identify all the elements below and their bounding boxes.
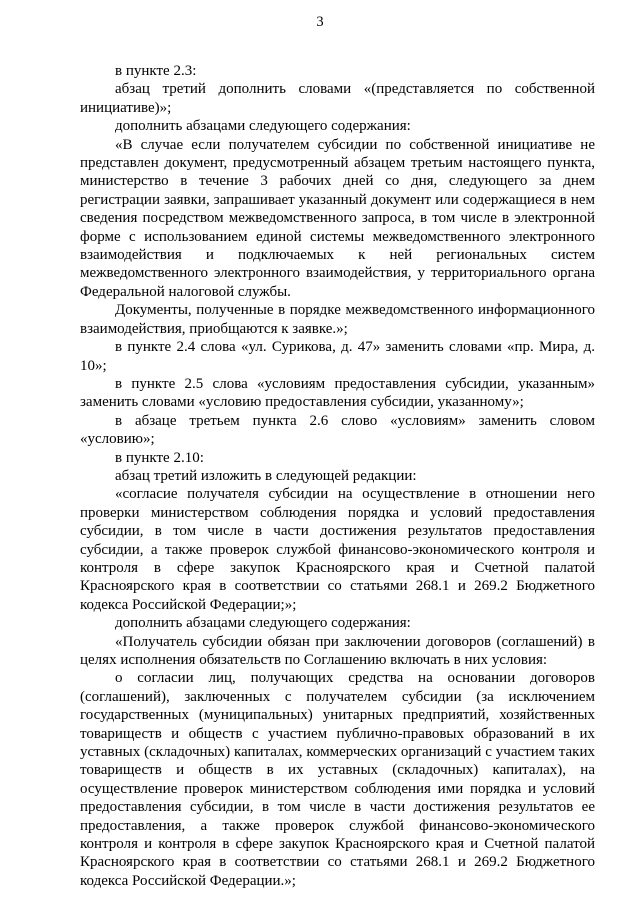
paragraph: в абзаце третьем пункта 2.6 слово «условиям» заменить словом «условию»; bbox=[80, 412, 595, 448]
paragraph: дополнить абзацами следующего содержания: bbox=[115, 615, 411, 632]
paragraph: о согласии лиц, получающих средства на основании договоров (соглашений), заключенных с получателем субсидии (за исключением государственных (муниципальных) унитарных предприятий, хозяйственных товариществ и обществ с участием публично-правовых образований в их уставных (складочных) капиталах, коммерческих организаций с участием таких товариществ и обществ в их уставных (складочных) капиталах), на осуществление проверок министерством соблюдения ими порядка и условий предоставления субсидии, в том числе в части достижения результатов ее предоставления, а также проверок службой финансово-экономического контроля и контроля в сфере закупок Красноярского края и Счетной палатой Красноярского края в соответствии со статьями 268.1 и 269.2 Бюджетного кодекса Российской Федерации.»; bbox=[80, 670, 595, 889]
page-number: 3 bbox=[316, 14, 324, 30]
paragraph: «В случае если получателем субсидии по собственной инициативе не представлен документ, предусмотренный абзацем третьим настоящего пункта, министерство в течение 3 рабочих дней со дня, следующего за днем регистрации заявки, запрашивает указанный документ или содержащиеся в нем сведения посредством межведомственного запроса, в том числе в электронной форме с использованием единой системы межведомственного электронного взаимодействия и подключаемых к ней региональных систем межведомственного электронного взаимодействия, у территориального органа Федеральной налоговой службы. bbox=[80, 136, 595, 300]
paragraph: «Получатель субсидии обязан при заключении договоров (соглашений) в целях исполнения обязательств по Соглашению включать в них условия: bbox=[80, 633, 595, 668]
document-body bbox=[80, 62, 595, 890]
paragraph: абзац третий изложить в следующей редакции: bbox=[115, 467, 417, 484]
paragraph: в пункте 2.3: bbox=[115, 63, 197, 79]
paragraph: в пункте 2.4 слова «ул. Сурикова, д. 47» заменить словами «пр. Мира, д. 10»; bbox=[80, 339, 595, 374]
paragraph: Документы, полученные в порядке межведомственного информационного взаимодействия, приобщаются к заявке.»; bbox=[80, 302, 595, 337]
paragraph: абзац третий дополнить словами «(представляется по собственной инициативе)»; bbox=[80, 81, 595, 116]
paragraph: «согласие получателя субсидии на осуществление в отношении него проверки министерством соблюдения порядка и условий предоставления субсидии, в том числе в части достижения результатов предоставления субсидии, а также проверок службой финансово-экономического контроля и контроля в сфере закупок Красноярского края и Счетной палатой Красноярского края в соответствии со статьями 268.1 и 269.2 Бюджетного кодекса Российской Федерации;»; bbox=[80, 486, 595, 613]
paragraph: дополнить абзацами следующего содержания: bbox=[115, 118, 411, 135]
paragraph: в пункте 2.10: bbox=[115, 449, 204, 466]
paragraph: в пункте 2.5 слова «условиям предоставления субсидии, указанным» заменить словами «условию предоставления субсидии, указанному»; bbox=[80, 375, 595, 411]
